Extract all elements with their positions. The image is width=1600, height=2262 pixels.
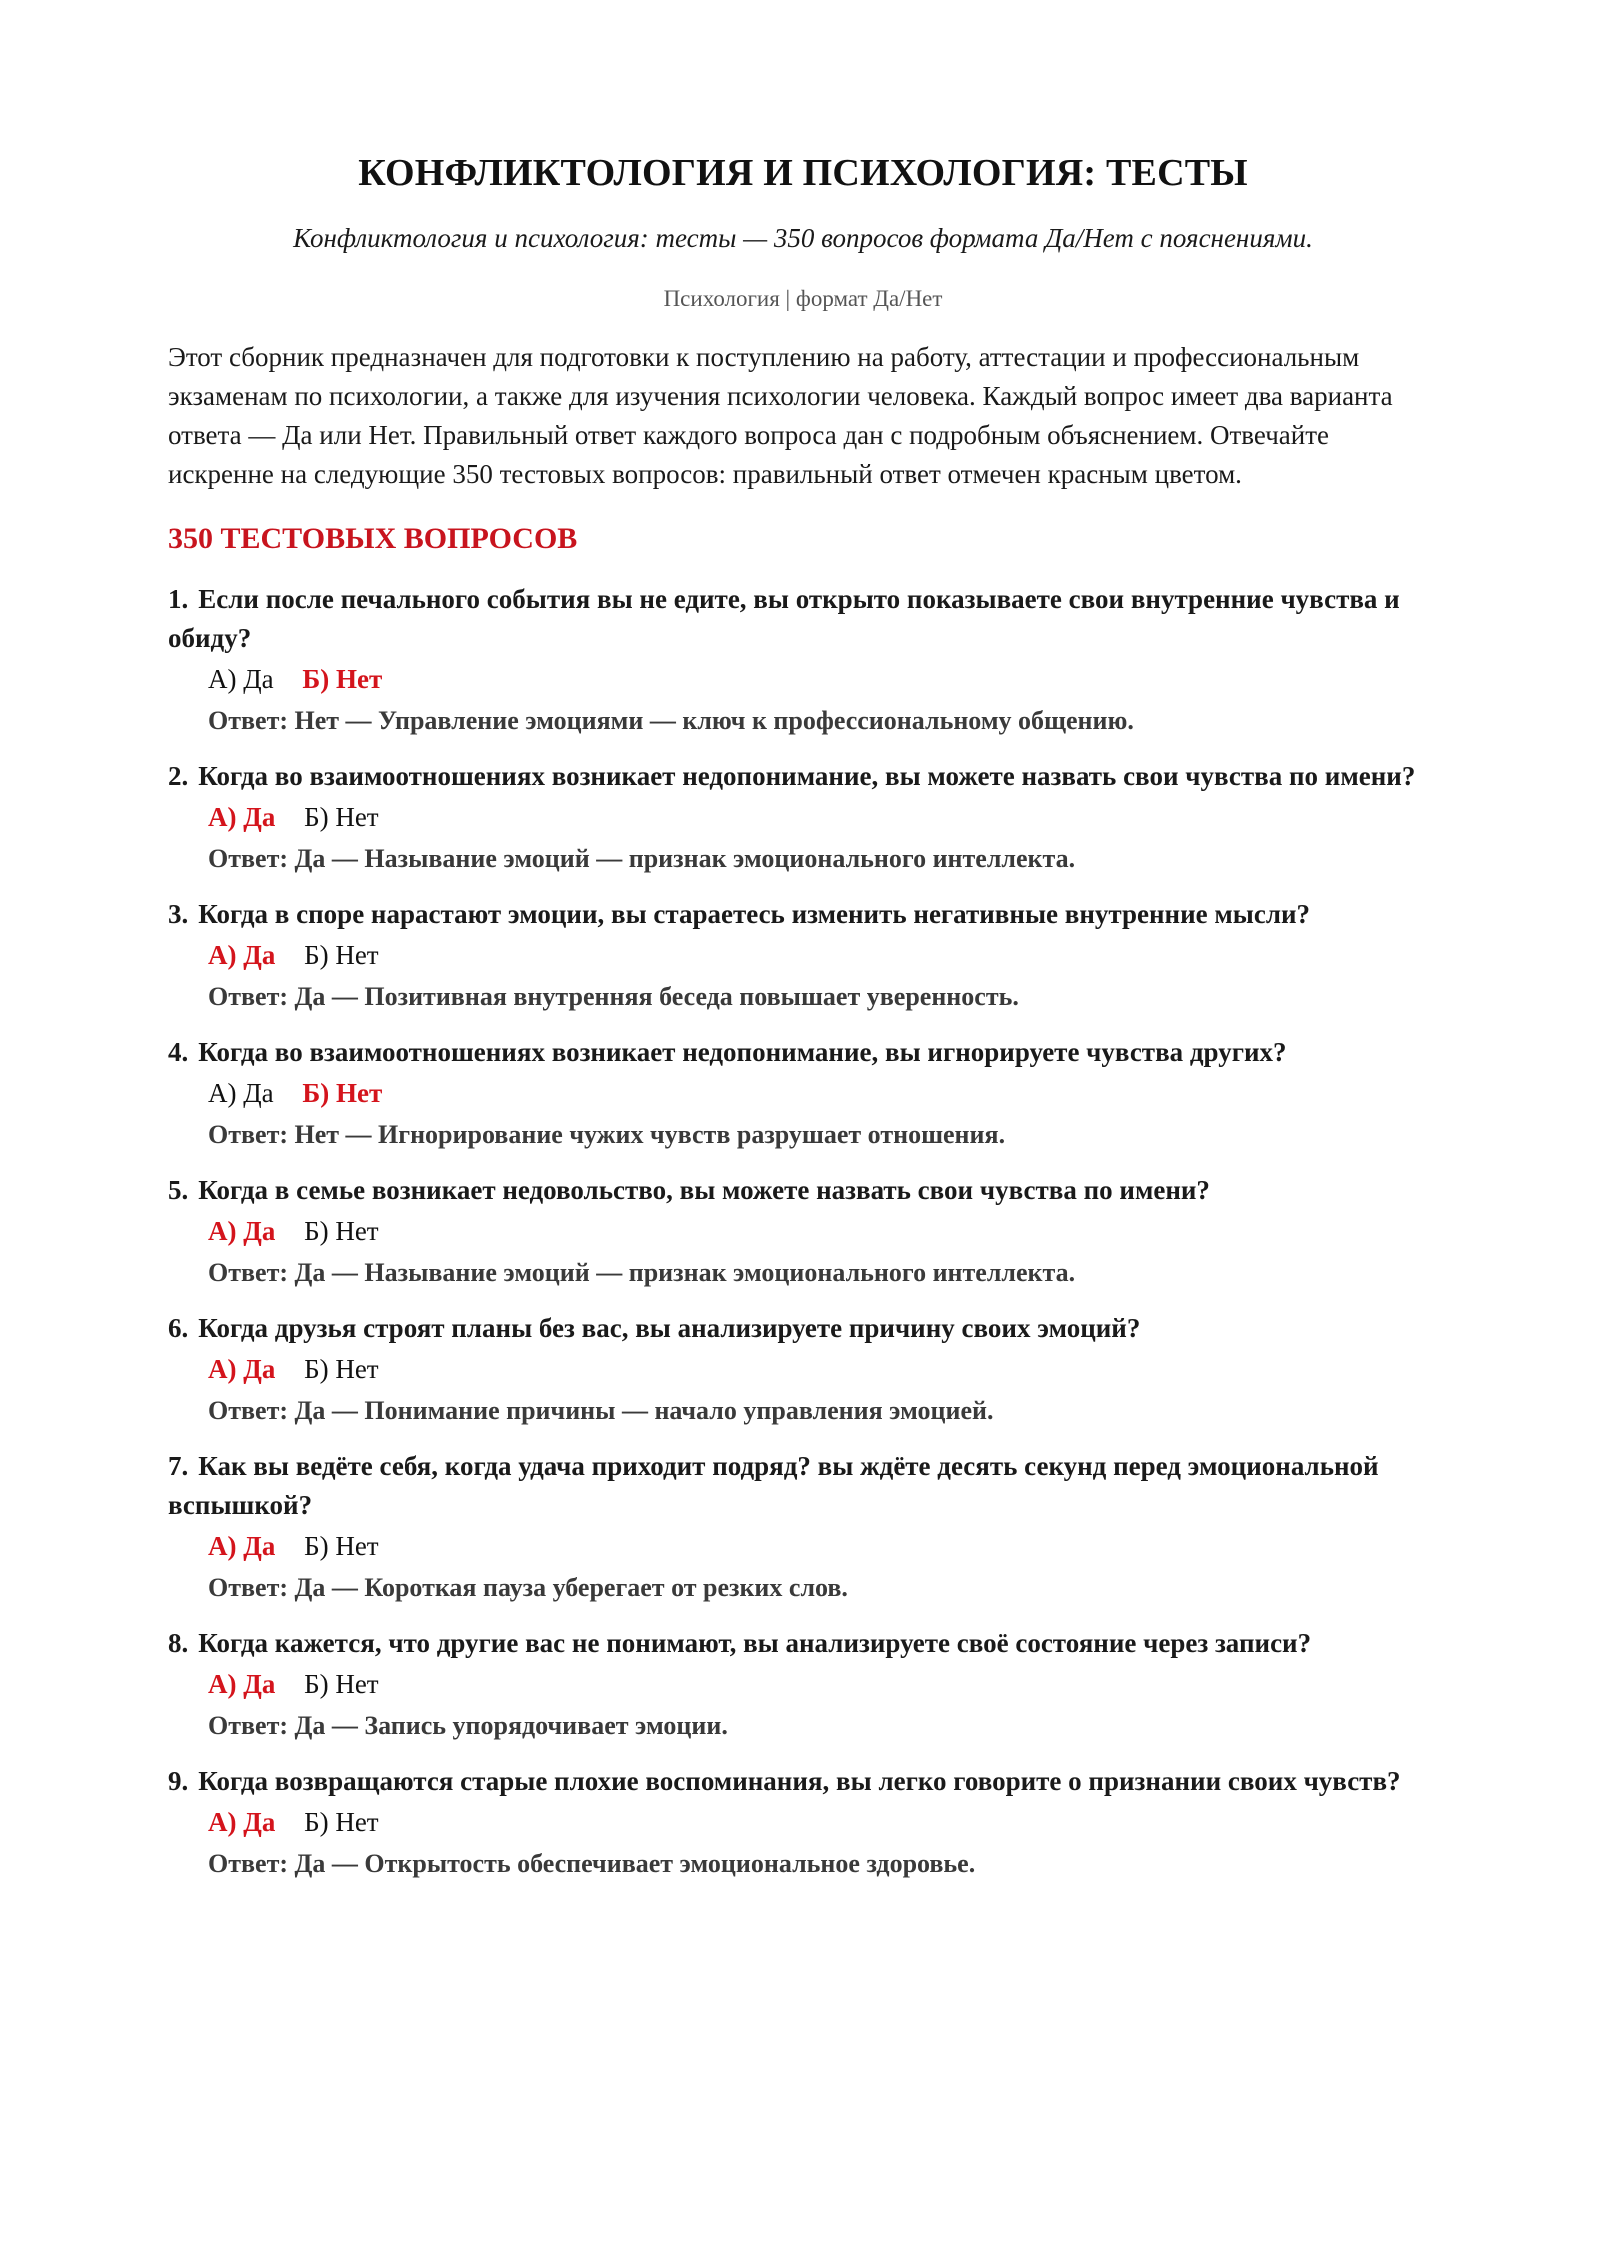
question-body: Когда в семье возникает недовольство, вы можете назвать свои чувства по имени? [198,1175,1210,1205]
document-page [168,150,1438,1900]
option-a: А) Да [208,664,274,694]
option-a: А) Да [208,1669,276,1699]
document-title: КОНФЛИКТОЛОГИЯ И ПСИХОЛОГИЯ: ТЕСТЫ [358,152,1248,194]
options-row [208,1801,1438,1843]
question-body: Когда кажется, что другие вас не понимают, вы анализируете своё состояние через записи? [198,1628,1312,1658]
question-text [168,1309,1438,1348]
options-row [208,1210,1438,1252]
option-b: Б) Нет [304,1531,379,1561]
option-b: Б) Нет [304,1669,379,1699]
option-a: А) Да [208,1216,276,1246]
answer-explanation: Ответ: Да — Называние эмоций — признак эмоционального интеллекта. [208,1258,1076,1287]
question-text [168,580,1438,658]
option-a: А) Да [208,1807,276,1837]
option-b: Б) Нет [304,802,379,832]
question-number: 9. [168,1766,189,1796]
option-a: А) Да [208,1531,276,1561]
question-item [168,1309,1438,1432]
answer-explanation: Ответ: Нет — Управление эмоциями — ключ к профессиональному общению. [208,706,1134,735]
options-row [208,934,1438,976]
options-row [208,796,1438,838]
question-item [168,1624,1438,1747]
question-body: Когда возвращаются старые плохие воспоминания, вы легко говорите о признании своих чувств? [198,1766,1401,1796]
answer-explanation: Ответ: Да — Короткая пауза уберегает от резких слов. [208,1573,848,1602]
question-body: Когда друзья строят планы без вас, вы анализируете причину своих эмоций? [198,1313,1141,1343]
question-text [168,1447,1438,1525]
question-number: 1. [168,584,189,614]
question-number: 6. [168,1313,189,1343]
question-item [168,1033,1438,1156]
question-body: Как вы ведёте себя, когда удача приходит подряд? вы ждёте десять секунд перед эмоциональной вспышкой? [168,1451,1379,1520]
answer-explanation: Ответ: Да — Запись упорядочивает эмоции. [208,1711,728,1740]
question-item [168,757,1438,880]
question-text [168,1171,1438,1210]
option-a: А) Да [208,1078,274,1108]
option-b: Б) Нет [304,1216,379,1246]
option-b: Б) Нет [302,664,383,694]
question-number: 5. [168,1175,189,1205]
question-text [168,895,1438,934]
question-text [168,1624,1438,1663]
option-a: А) Да [208,940,276,970]
intro-paragraph: Этот сборник предназначен для подготовки к поступлению на работу, аттестации и профессиональным экзаменам по психологии, а также для изучения психологии человека. Каждый вопрос имеет два варианта ответа — Да или Нет. Правильный ответ каждого вопроса дан с подробным объяснением. Отвечайте искренне на следующие 350 тестовых вопросов: правильный ответ отмечен красным цветом. [168,342,1393,489]
question-text [168,757,1438,796]
option-a: А) Да [208,1354,276,1384]
answer-explanation: Ответ: Да — Называние эмоций — признак эмоционального интеллекта. [208,844,1076,873]
question-item [168,1171,1438,1294]
question-number: 8. [168,1628,189,1658]
options-row [208,1525,1438,1567]
answer-explanation: Ответ: Да — Позитивная внутренняя беседа повышает уверенность. [208,982,1019,1011]
answer-explanation: Ответ: Да — Открытость обеспечивает эмоциональное здоровье. [208,1849,976,1878]
option-b: Б) Нет [304,940,379,970]
options-row [208,658,1438,700]
answer-explanation: Ответ: Да — Понимание причины — начало управления эмоцией. [208,1396,994,1425]
question-number: 7. [168,1451,189,1481]
question-body: Когда в споре нарастают эмоции, вы стараетесь изменить негативные внутренние мысли? [198,899,1311,929]
question-body: Когда во взаимоотношениях возникает недопонимание, вы можете назвать свои чувства по имени? [198,761,1416,791]
question-body: Когда во взаимоотношениях возникает недопонимание, вы игнорируете чувства других? [198,1037,1287,1067]
question-number: 3. [168,899,189,929]
option-a: А) Да [208,802,276,832]
question-body: Если после печального события вы не едите, вы открыто показываете свои внутренние чувства и обиду? [168,584,1400,653]
options-row [208,1348,1438,1390]
question-item [168,580,1438,742]
document-subtitle: Конфликтология и психология: тесты — 350 вопросов формата Да/Нет с пояснениями. [293,223,1313,253]
options-row [208,1663,1438,1705]
options-row [208,1072,1438,1114]
option-b: Б) Нет [302,1078,383,1108]
question-number: 4. [168,1037,189,1067]
answer-explanation: Ответ: Нет — Игнорирование чужих чувств разрушает отношения. [208,1120,1006,1149]
question-text [168,1762,1438,1801]
question-item [168,1447,1438,1609]
question-text [168,1033,1438,1072]
question-number: 2. [168,761,189,791]
document-meta: Психология | формат Да/Нет [663,286,943,311]
option-b: Б) Нет [304,1354,379,1384]
question-item [168,1762,1438,1885]
option-b: Б) Нет [304,1807,379,1837]
section-heading: 350 ТЕСТОВЫХ ВОПРОСОВ [168,522,578,555]
question-item [168,895,1438,1018]
